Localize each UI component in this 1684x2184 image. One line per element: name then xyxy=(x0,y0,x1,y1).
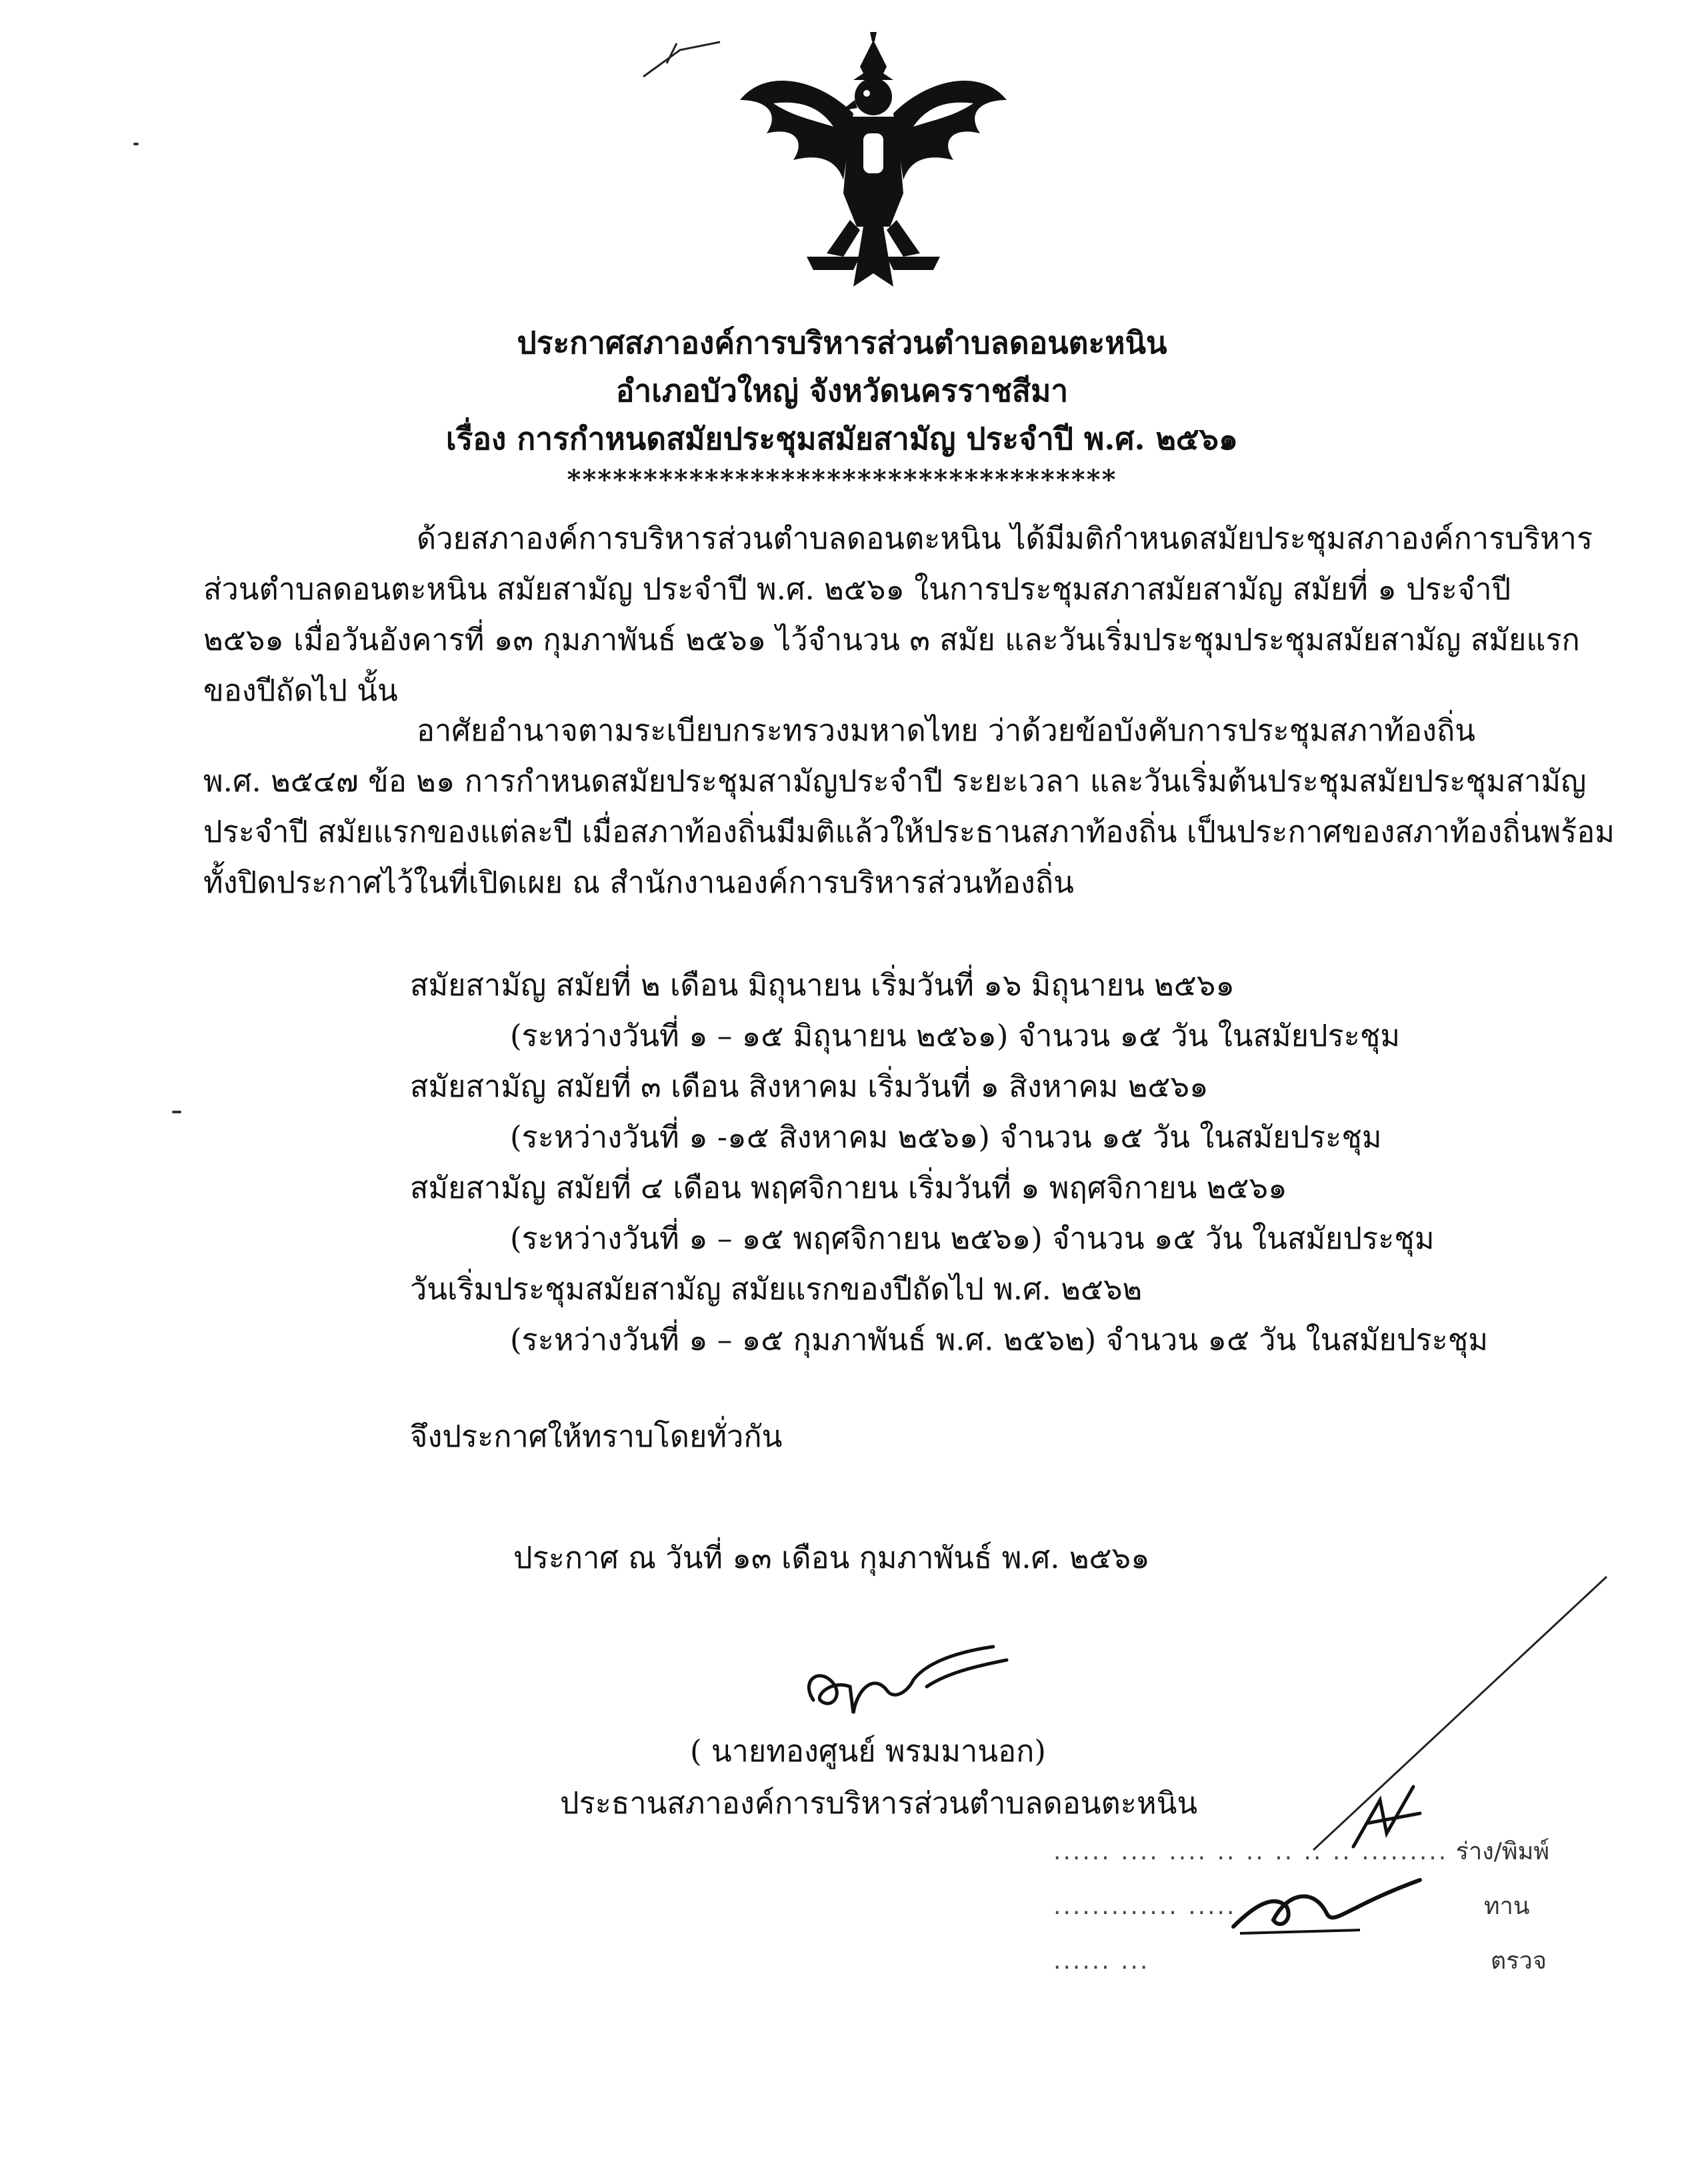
handwritten-signature xyxy=(793,1627,1020,1727)
dotted-line: ...... .... .... .. .. .. .. .. ......... xyxy=(1053,1838,1449,1865)
control-note-check xyxy=(1053,1941,1547,1979)
paragraph-resolution xyxy=(203,513,1593,716)
dotted-line: ...... ... xyxy=(1053,1947,1150,1975)
paragraph-line: ส่วนตำบลดอนตะหนิน สมัยสามัญ ประจำปี พ.ศ. ๒๕๖๑ ในการประชุมสภาสมัยสามัญ สมัยที่ ๑ ประจำปี xyxy=(203,571,1511,607)
signer-title: ประธานสภาองค์การบริหารส่วนตำบลดอนตะหนิน xyxy=(560,1785,1198,1821)
closing-statement: จึงประกาศให้ทราบโดยทั่วกัน xyxy=(410,1419,783,1454)
schedule-period: (ระหว่างวันที่ ๑ – ๑๕ พฤศจิกายน ๒๕๖๑) จำนวน ๑๕ วัน ในสมัยประชุม xyxy=(510,1221,1435,1256)
schedule-session: สมัยสามัญ สมัยที่ ๒ เดือน มิถุนายน เริ่มวันที่ ๑๖ มิถุนายน ๒๕๖๑ xyxy=(410,967,1235,1003)
control-note-label: ทาน xyxy=(1483,1893,1530,1920)
paragraph-line: ทั้งปิดประกาศไว้ในที่เปิดเผย ณ สำนักงานองค์การบริหารส่วนท้องถิ่น xyxy=(203,865,1074,900)
paragraph-line: ๒๕๖๑ เมื่อวันอังคารที่ ๑๓ กุมภาพันธ์ ๒๕๖๑ ไว้จำนวน ๓ สมัย และวันเริ่มประชุมประชุมสมัยสามัญ สมัยแรก xyxy=(203,622,1580,657)
dotted-line: ............. ..... xyxy=(1053,1893,1237,1920)
control-note-review xyxy=(1053,1887,1529,1925)
schedule-period: (ระหว่างวันที่ ๑ -๑๕ สิงหาคม ๒๕๖๑) จำนวน ๑๕ วัน ในสมัยประชุม xyxy=(510,1119,1382,1155)
header-district: อำเภอบัวใหญ่ จังหวัดนครราชสีมา xyxy=(615,373,1069,409)
announcement-date: ประกาศ ณ วันที่ ๑๓ เดือน กุมภาพันธ์ พ.ศ. ๒๕๖๑ xyxy=(513,1540,1150,1575)
signer-name: ( นายทองศูนย์ พรมมานอก) xyxy=(690,1733,1046,1769)
header-organization: ประกาศสภาองค์การบริหารส่วนตำบลดอนตะหนิน xyxy=(517,325,1167,361)
paragraph-line: อาศัยอำนาจตามระเบียบกระทรวงมหาดไทย ว่าด้วยข้อบังคับการประชุมสภาท้องถิ่น xyxy=(417,713,1475,748)
schedule-session: สมัยสามัญ สมัยที่ ๔ เดือน พฤศจิกายน เริ่มวันที่ ๑ พฤศจิกายน ๒๕๖๑ xyxy=(410,1170,1287,1205)
control-note-label: ตรวจ xyxy=(1490,1947,1547,1975)
garuda-emblem-icon xyxy=(727,27,1020,293)
scan-speck xyxy=(172,1111,181,1113)
paragraph-authority xyxy=(203,705,1615,908)
paragraph-line: ของปีถัดไป นั้น xyxy=(203,673,398,708)
scan-speck xyxy=(133,143,139,145)
schedule-period: (ระหว่างวันที่ ๑ – ๑๕ มิถุนายน ๒๕๖๑) จำนวน ๑๕ วัน ในสมัยประชุม xyxy=(510,1018,1401,1053)
scratch-mark xyxy=(640,37,727,83)
schedule-session: สมัยสามัญ สมัยที่ ๓ เดือน สิงหาคม เริ่มวันที่ ๑ สิงหาคม ๒๕๖๑ xyxy=(410,1069,1209,1104)
header-separator: ************************************ xyxy=(567,464,1117,495)
schedule-period: (ระหว่างวันที่ ๑ – ๑๕ กุมภาพันธ์ พ.ศ. ๒๕๖๒) จำนวน ๑๕ วัน ในสมัยประชุม xyxy=(510,1322,1488,1357)
schedule-session: วันเริ่มประชุมสมัยสามัญ สมัยแรกของปีถัดไป พ.ศ. ๒๕๖๒ xyxy=(410,1271,1143,1307)
paragraph-line: ประจำปี สมัยแรกของแต่ละปี เมื่อสภาท้องถิ่นมีมติแล้วให้ประธานสภาท้องถิ่น เป็นประกาศของสภาท้องถิ่นพร้อม xyxy=(203,814,1615,849)
paragraph-line: พ.ศ. ๒๕๔๗ ข้อ ๒๑ การกำหนดสมัยประชุมสามัญประจำปี ระยะเวลา และวันเริ่มต้นประชุมสมัยประชุมสามัญ xyxy=(203,763,1587,799)
control-note-draft xyxy=(1053,1832,1549,1870)
header-subject: เรื่อง การกำหนดสมัยประชุมสมัยสามัญ ประจำปี พ.ศ. ๒๕๖๑ xyxy=(445,421,1239,457)
session-schedule xyxy=(410,960,1488,1365)
paragraph-line: ด้วยสภาองค์การบริหารส่วนตำบลดอนตะหนิน ได้มีมติกำหนดสมัยประชุมสภาองค์การบริหาร xyxy=(417,521,1593,556)
control-note-label: ร่าง/พิมพ์ xyxy=(1455,1838,1550,1865)
